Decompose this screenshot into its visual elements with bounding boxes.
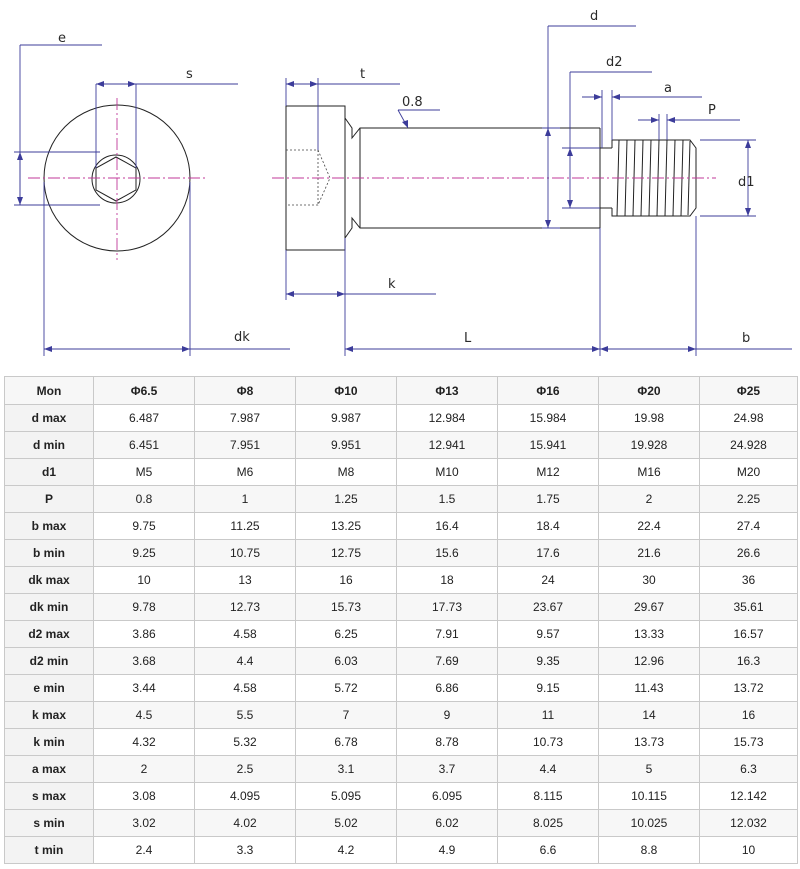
table-cell: 7.69: [397, 648, 498, 675]
table-cell: 3.68: [94, 648, 195, 675]
table-cell: 4.32: [94, 729, 195, 756]
table-row: [5, 810, 798, 837]
table-cell: 15.984: [498, 405, 599, 432]
table-cell: 3.7: [397, 756, 498, 783]
dim-e: [14, 31, 102, 205]
table-cell: 9.15: [498, 675, 599, 702]
table-cell: 21.6: [599, 540, 700, 567]
table-cell: M12: [498, 459, 599, 486]
label-d: d: [590, 9, 599, 24]
header-cell-size: Φ20: [599, 377, 700, 405]
dim-p: [638, 103, 740, 140]
row-label: s min: [5, 810, 94, 837]
table-cell: 35.61: [700, 594, 798, 621]
dimension-table: [4, 376, 798, 864]
table-cell: 4.02: [195, 810, 296, 837]
table-cell: 7: [296, 702, 397, 729]
table-cell: 8.025: [498, 810, 599, 837]
table-cell: 3.02: [94, 810, 195, 837]
head-end-view: [28, 98, 205, 260]
table-cell: 5.72: [296, 675, 397, 702]
table-cell: 8.78: [397, 729, 498, 756]
table-cell: 13.33: [599, 621, 700, 648]
table-cell: 9.78: [94, 594, 195, 621]
table-cell: 1.25: [296, 486, 397, 513]
row-label: a max: [5, 756, 94, 783]
table-cell: 4.2: [296, 837, 397, 864]
label-p: P: [708, 103, 716, 118]
table-cell: M8: [296, 459, 397, 486]
row-label: d max: [5, 405, 94, 432]
table-cell: 13: [195, 567, 296, 594]
table-cell: 6.451: [94, 432, 195, 459]
label-thread-angle: 0.8: [402, 95, 423, 110]
table-cell: 6.095: [397, 783, 498, 810]
table-cell: 12.75: [296, 540, 397, 567]
label-l: L: [464, 331, 472, 346]
table-cell: 6.487: [94, 405, 195, 432]
label-b: b: [742, 331, 751, 346]
table-cell: 18.4: [498, 513, 599, 540]
table-cell: 1.75: [498, 486, 599, 513]
table-cell: 36: [700, 567, 798, 594]
dim-l: [345, 228, 600, 356]
table-row: [5, 567, 798, 594]
table-cell: 15.73: [296, 594, 397, 621]
table-cell: 11.25: [195, 513, 296, 540]
table-cell: 26.6: [700, 540, 798, 567]
table-cell: 3.44: [94, 675, 195, 702]
row-label: k min: [5, 729, 94, 756]
table-cell: 22.4: [599, 513, 700, 540]
table-cell: 4.9: [397, 837, 498, 864]
table-cell: 2: [94, 756, 195, 783]
table-cell: 14: [599, 702, 700, 729]
table-cell: 1.5: [397, 486, 498, 513]
table-row: [5, 405, 798, 432]
table-cell: 11.43: [599, 675, 700, 702]
table-cell: 10.025: [599, 810, 700, 837]
table-cell: 9.57: [498, 621, 599, 648]
table-cell: 24.928: [700, 432, 798, 459]
table-row: [5, 783, 798, 810]
row-label: P: [5, 486, 94, 513]
table-cell: 15.941: [498, 432, 599, 459]
table-cell: 6.03: [296, 648, 397, 675]
table-cell: M5: [94, 459, 195, 486]
table-cell: 9.951: [296, 432, 397, 459]
table-cell: 4.5: [94, 702, 195, 729]
dim-radius: [398, 95, 440, 128]
table-cell: 2.4: [94, 837, 195, 864]
table-cell: 10: [94, 567, 195, 594]
table-cell: 3.1: [296, 756, 397, 783]
dim-d2: [562, 55, 652, 208]
table-cell: 10: [700, 837, 798, 864]
table-cell: 4.4: [195, 648, 296, 675]
table-cell: M6: [195, 459, 296, 486]
table-cell: 8.8: [599, 837, 700, 864]
table-cell: 15.6: [397, 540, 498, 567]
table-cell: 13.25: [296, 513, 397, 540]
table-row: [5, 675, 798, 702]
table-cell: 27.4: [700, 513, 798, 540]
header-cell-size: Φ16: [498, 377, 599, 405]
table-cell: 5: [599, 756, 700, 783]
row-label: s max: [5, 783, 94, 810]
table-cell: 2.5: [195, 756, 296, 783]
screw-side-view: [272, 106, 716, 250]
table-row: [5, 459, 798, 486]
table-cell: 5.5: [195, 702, 296, 729]
row-label: t min: [5, 837, 94, 864]
table-cell: M10: [397, 459, 498, 486]
table-cell: 12.941: [397, 432, 498, 459]
table-cell: 7.91: [397, 621, 498, 648]
table-cell: M16: [599, 459, 700, 486]
table-cell: 16.3: [700, 648, 798, 675]
table-cell: 5.02: [296, 810, 397, 837]
table-cell: 29.67: [599, 594, 700, 621]
table-cell: 24: [498, 567, 599, 594]
table-cell: 30: [599, 567, 700, 594]
row-label: b min: [5, 540, 94, 567]
dim-t: [286, 67, 400, 150]
table-row: [5, 486, 798, 513]
table-cell: 15.73: [700, 729, 798, 756]
header-cell-model: Mon: [5, 377, 94, 405]
table-cell: 0.8: [94, 486, 195, 513]
table-cell: 13.73: [599, 729, 700, 756]
table-cell: 12.73: [195, 594, 296, 621]
table-cell: 6.6: [498, 837, 599, 864]
table-row: [5, 756, 798, 783]
header-cell-size: Φ6.5: [94, 377, 195, 405]
table-cell: 16: [700, 702, 798, 729]
table-row: [5, 648, 798, 675]
table-row: [5, 702, 798, 729]
table-cell: 10.115: [599, 783, 700, 810]
row-label: dk max: [5, 567, 94, 594]
table-row: [5, 729, 798, 756]
table-cell: 23.67: [498, 594, 599, 621]
row-label: dk min: [5, 594, 94, 621]
table-cell: 3.3: [195, 837, 296, 864]
dim-s: [96, 67, 238, 168]
table-cell: 8.115: [498, 783, 599, 810]
label-d2: d2: [606, 55, 623, 70]
header-cell-size: Φ13: [397, 377, 498, 405]
table-cell: 12.984: [397, 405, 498, 432]
table-cell: 6.3: [700, 756, 798, 783]
table-row: [5, 432, 798, 459]
table-cell: 9.35: [498, 648, 599, 675]
table-cell: 13.72: [700, 675, 798, 702]
table-cell: 12.96: [599, 648, 700, 675]
table-cell: 12.032: [700, 810, 798, 837]
dim-dk: [44, 182, 290, 356]
label-k: k: [388, 277, 396, 292]
table-cell: 6.02: [397, 810, 498, 837]
label-a: a: [664, 81, 672, 96]
table-cell: 3.08: [94, 783, 195, 810]
label-t: t: [360, 67, 366, 82]
table-row: [5, 540, 798, 567]
header-cell-size: Φ8: [195, 377, 296, 405]
table-header-row: [5, 377, 798, 405]
table-cell: 10.75: [195, 540, 296, 567]
table-cell: 2.25: [700, 486, 798, 513]
table-cell: 5.32: [195, 729, 296, 756]
table-cell: 9.75: [94, 513, 195, 540]
table-row: [5, 594, 798, 621]
table-cell: 6.86: [397, 675, 498, 702]
table-row: [5, 837, 798, 864]
table-cell: 7.987: [195, 405, 296, 432]
table-cell: 16.57: [700, 621, 798, 648]
table-cell: 7.951: [195, 432, 296, 459]
table-row: [5, 621, 798, 648]
table-cell: 3.86: [94, 621, 195, 648]
row-label: d2 min: [5, 648, 94, 675]
table-cell: 16.4: [397, 513, 498, 540]
table-cell: 19.928: [599, 432, 700, 459]
table-cell: 16: [296, 567, 397, 594]
dim-d: [542, 9, 636, 228]
row-label: b max: [5, 513, 94, 540]
label-e: e: [58, 31, 66, 46]
row-label: e min: [5, 675, 94, 702]
table-cell: 4.095: [195, 783, 296, 810]
header-cell-size: Φ25: [700, 377, 798, 405]
table-cell: 9.987: [296, 405, 397, 432]
table-cell: 24.98: [700, 405, 798, 432]
row-label: d2 max: [5, 621, 94, 648]
table-cell: 4.58: [195, 621, 296, 648]
label-d1: d1: [738, 175, 755, 190]
row-label: d min: [5, 432, 94, 459]
label-dk: dk: [234, 330, 250, 345]
dim-k: [286, 238, 436, 300]
table-cell: 19.98: [599, 405, 700, 432]
table-cell: 4.58: [195, 675, 296, 702]
table-cell: 17.6: [498, 540, 599, 567]
label-s: s: [186, 67, 193, 82]
table-cell: 6.78: [296, 729, 397, 756]
header-cell-size: Φ10: [296, 377, 397, 405]
dim-b: [600, 216, 792, 356]
table-cell: 2: [599, 486, 700, 513]
table-cell: 11: [498, 702, 599, 729]
row-label: k max: [5, 702, 94, 729]
table-row: [5, 513, 798, 540]
table-cell: 9: [397, 702, 498, 729]
table-cell: 18: [397, 567, 498, 594]
table-cell: 9.25: [94, 540, 195, 567]
row-label: d1: [5, 459, 94, 486]
table-cell: 12.142: [700, 783, 798, 810]
shoulder-screw-drawing: [0, 0, 800, 368]
table-cell: 17.73: [397, 594, 498, 621]
table-cell: 10.73: [498, 729, 599, 756]
table-cell: 6.25: [296, 621, 397, 648]
table-cell: M20: [700, 459, 798, 486]
table-cell: 5.095: [296, 783, 397, 810]
table-cell: 1: [195, 486, 296, 513]
table-cell: 4.4: [498, 756, 599, 783]
